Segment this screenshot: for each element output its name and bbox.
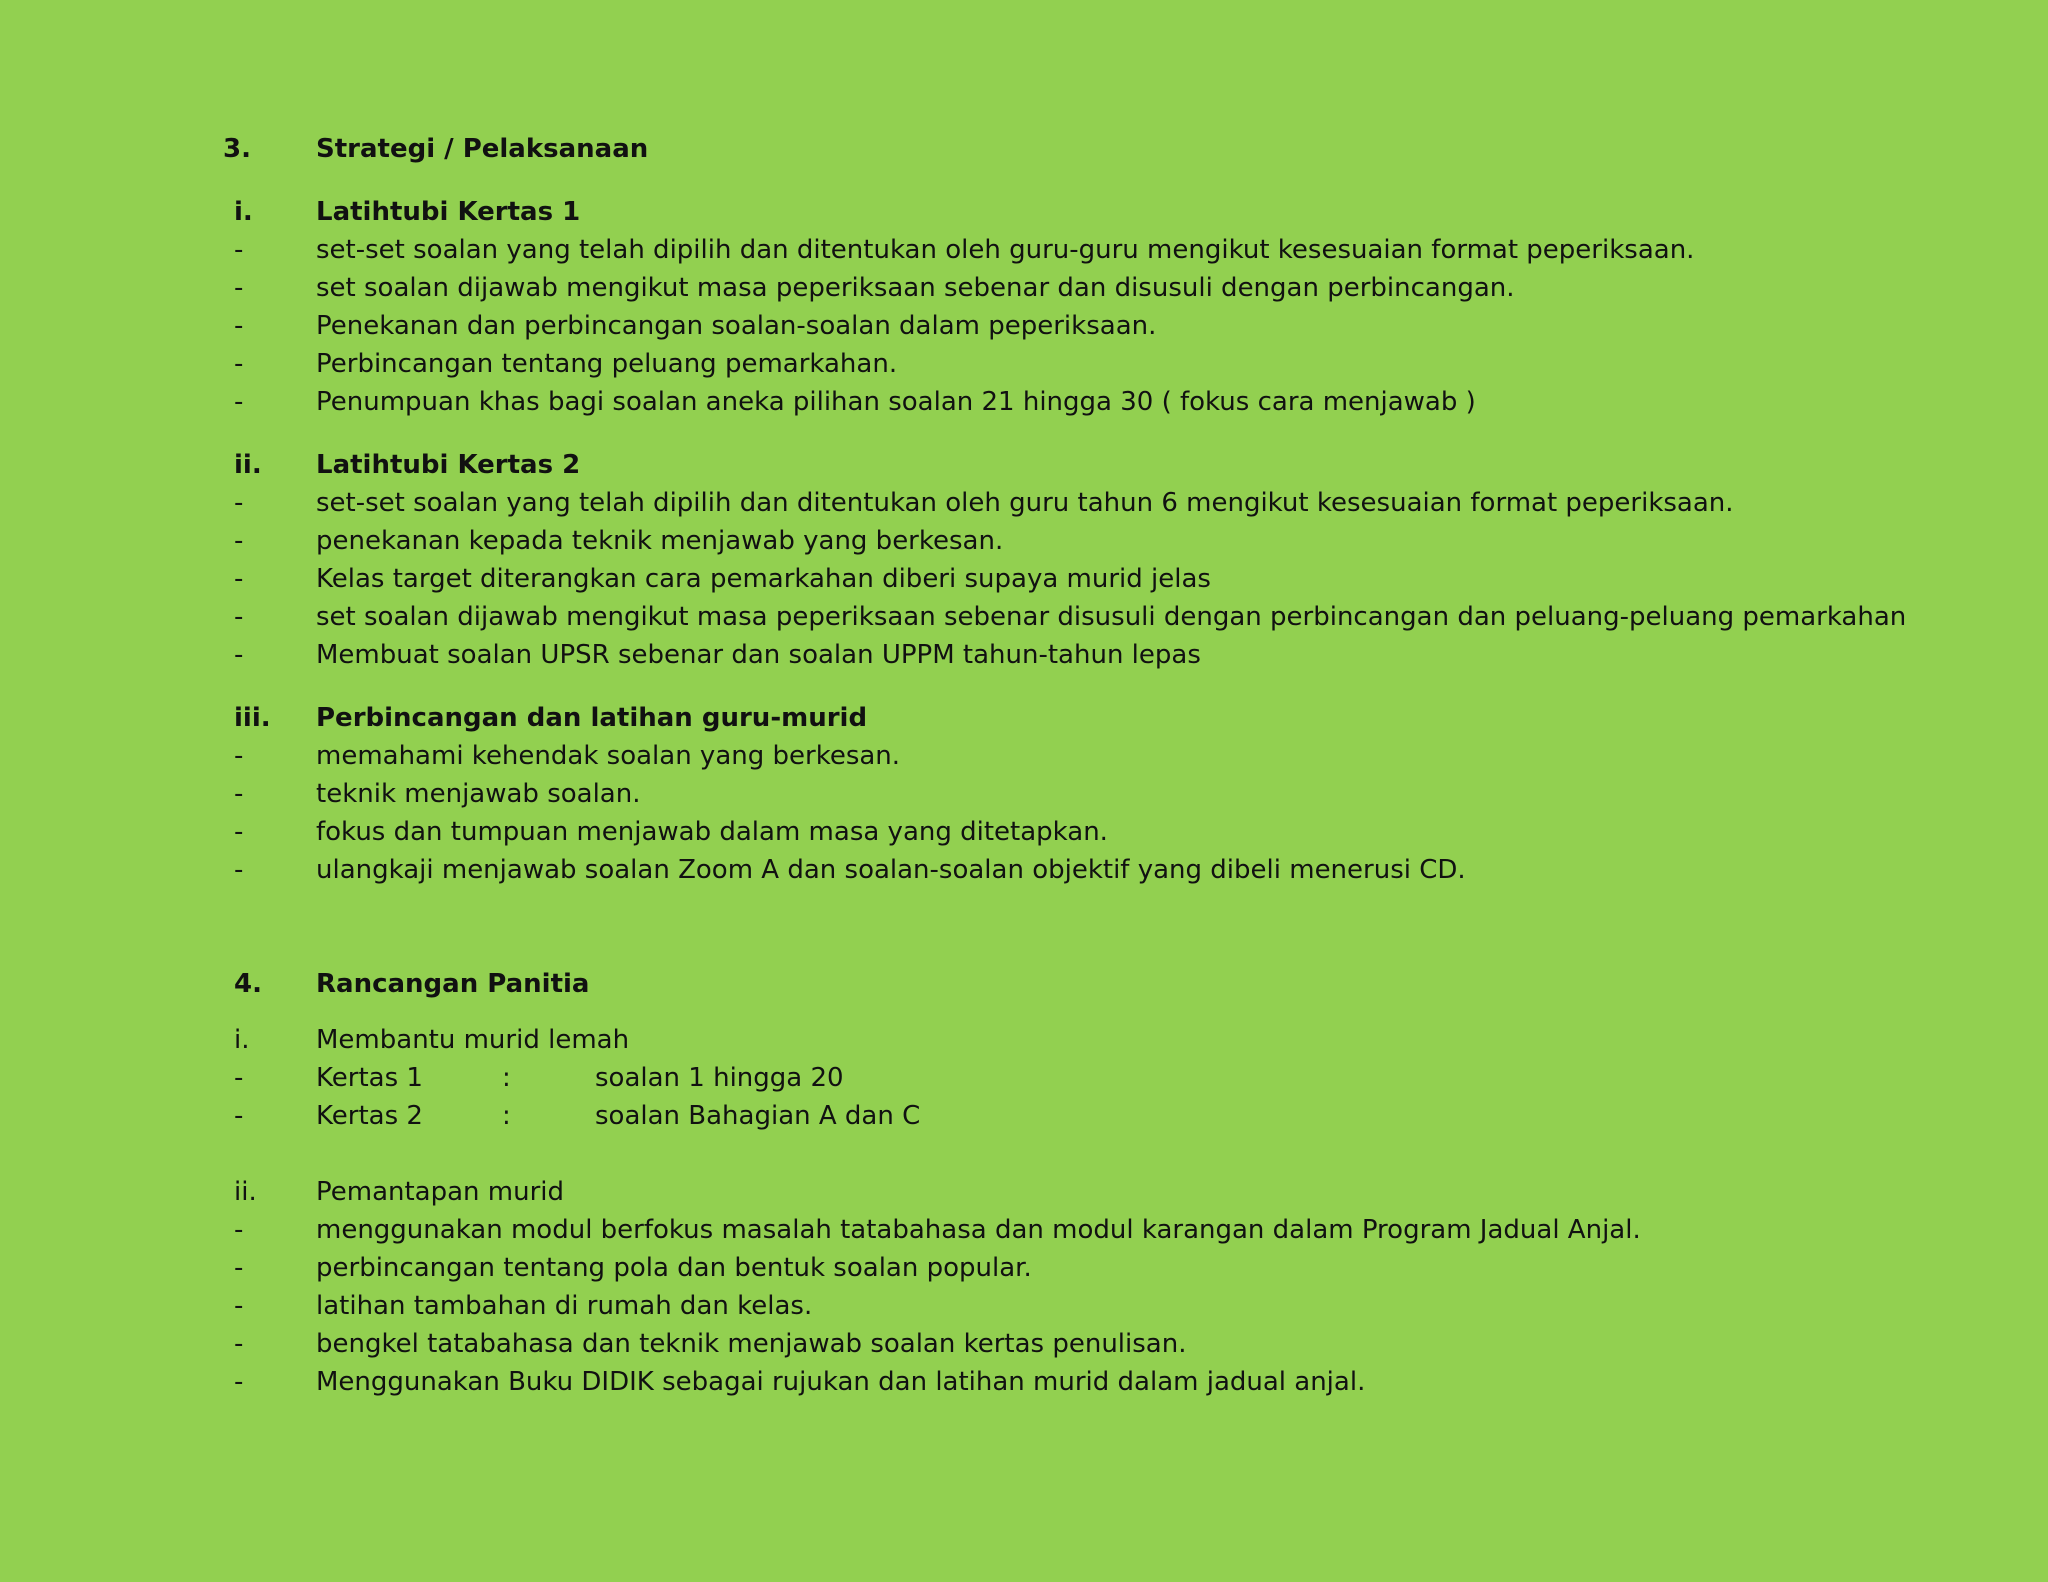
section-title: Rancangan Panitia (316, 969, 590, 999)
paper-row (0, 1059, 2048, 1097)
bullet: - (234, 1215, 244, 1245)
list-item (0, 1249, 2048, 1287)
bullet: - (234, 741, 244, 771)
subsection-heading-pemantapan (0, 1173, 2048, 1211)
list-item-text: fokus dan tumpuan menjawab dalam masa yang ditetapkan. (316, 817, 1108, 847)
bullet: - (234, 273, 244, 303)
subsection-title: Perbincangan dan latihan guru-murid (316, 703, 868, 733)
roman-numeral: i. (234, 197, 253, 227)
roman-numeral: iii. (234, 703, 271, 733)
list-item (0, 636, 2048, 674)
bullet: - (234, 817, 244, 847)
bullet: - (234, 602, 244, 632)
list-item (0, 737, 2048, 775)
bullet: - (234, 1063, 244, 1093)
bullet: - (234, 1101, 244, 1131)
list-item (0, 1287, 2048, 1325)
list-item-text: Penekanan dan perbincangan soalan-soalan dalam peperiksaan. (316, 311, 1157, 341)
list-item-text: Penumpuan khas bagi soalan aneka pilihan soalan 21 hingga 30 ( fokus cara menjawab ) (316, 387, 1476, 417)
bullet: - (234, 779, 244, 809)
paper-row (0, 1097, 2048, 1135)
list-item-text: teknik menjawab soalan. (316, 779, 641, 809)
list-item-text: Kelas target diterangkan cara pemarkahan diberi supaya murid jelas (316, 564, 1211, 594)
list-item-text: Perbincangan tentang peluang pemarkahan. (316, 349, 898, 379)
subsection-heading-kertas-2 (0, 446, 2048, 484)
list-item (0, 345, 2048, 383)
bullet: - (234, 564, 244, 594)
list-item-text: set soalan dijawab mengikut masa peperiksaan sebenar dan disusuli dengan perbincangan. (316, 273, 1515, 303)
section-heading-strategi (0, 130, 2048, 168)
subsection-heading-kertas-1 (0, 193, 2048, 231)
subsection-title: Membantu murid lemah (316, 1025, 630, 1055)
list-item (0, 383, 2048, 421)
colon-separator: : (502, 1063, 511, 1093)
list-item (0, 598, 2048, 636)
subsection-heading-murid-lemah (0, 1021, 2048, 1059)
colon-separator: : (502, 1101, 511, 1131)
list-item (0, 813, 2048, 851)
paper-questions: soalan 1 hingga 20 (595, 1063, 844, 1093)
section-number: 4. (234, 969, 262, 999)
list-item (0, 484, 2048, 522)
list-item-text: ulangkaji menjawab soalan Zoom A dan soalan-soalan objektif yang dibeli menerusi CD. (316, 855, 1466, 885)
section-heading-rancangan (0, 965, 2048, 1003)
list-item (0, 307, 2048, 345)
section-title: Strategi / Pelaksanaan (316, 134, 649, 164)
list-item (0, 560, 2048, 598)
bullet: - (234, 855, 244, 885)
roman-numeral: i. (234, 1025, 250, 1055)
list-item (0, 1363, 2048, 1401)
roman-numeral: ii. (234, 450, 262, 480)
list-item (0, 269, 2048, 307)
list-item-text: set-set soalan yang telah dipilih dan ditentukan oleh guru-guru mengikut kesesuaian format peperiksaan. (316, 235, 1695, 265)
roman-numeral: ii. (234, 1177, 257, 1207)
section-number: 3. (223, 134, 251, 164)
paper-questions: soalan Bahagian A dan C (595, 1101, 921, 1131)
bullet: - (234, 1329, 244, 1359)
bullet: - (234, 387, 244, 417)
bullet: - (234, 1253, 244, 1283)
bullet: - (234, 640, 244, 670)
list-item (0, 851, 2048, 889)
bullet: - (234, 526, 244, 556)
bullet: - (234, 1367, 244, 1397)
list-item (0, 1211, 2048, 1249)
list-item-text: bengkel tatabahasa dan teknik menjawab soalan kertas penulisan. (316, 1329, 1187, 1359)
list-item-text: set-set soalan yang telah dipilih dan ditentukan oleh guru tahun 6 mengikut kesesuaian format peperiksaan. (316, 488, 1734, 518)
bullet: - (234, 311, 244, 341)
list-item (0, 522, 2048, 560)
paper-label: Kertas 2 (316, 1101, 423, 1131)
list-item-text: penekanan kepada teknik menjawab yang berkesan. (316, 526, 1004, 556)
list-item (0, 1325, 2048, 1363)
list-item-text: Membuat soalan UPSR sebenar dan soalan UPPM tahun-tahun lepas (316, 640, 1201, 670)
list-item (0, 775, 2048, 813)
subsection-title: Latihtubi Kertas 2 (316, 450, 581, 480)
list-item-text: memahami kehendak soalan yang berkesan. (316, 741, 901, 771)
subsection-title: Latihtubi Kertas 1 (316, 197, 581, 227)
list-item-text: set soalan dijawab mengikut masa peperiksaan sebenar disusuli dengan perbincangan dan peluang-peluang pemarkahan (316, 602, 1907, 632)
list-item (0, 231, 2048, 269)
bullet: - (234, 1291, 244, 1321)
list-item-text: menggunakan modul berfokus masalah tatabahasa dan modul karangan dalam Program Jadual Anjal. (316, 1215, 1641, 1245)
list-item-text: perbincangan tentang pola dan bentuk soalan popular. (316, 1253, 1032, 1283)
subsection-heading-perbincangan (0, 699, 2048, 737)
list-item-text: Menggunakan Buku DIDIK sebagai rujukan dan latihan murid dalam jadual anjal. (316, 1367, 1366, 1397)
subsection-title: Pemantapan murid (316, 1177, 565, 1207)
bullet: - (234, 235, 244, 265)
list-item-text: latihan tambahan di rumah dan kelas. (316, 1291, 813, 1321)
bullet: - (234, 349, 244, 379)
bullet: - (234, 488, 244, 518)
paper-label: Kertas 1 (316, 1063, 423, 1093)
